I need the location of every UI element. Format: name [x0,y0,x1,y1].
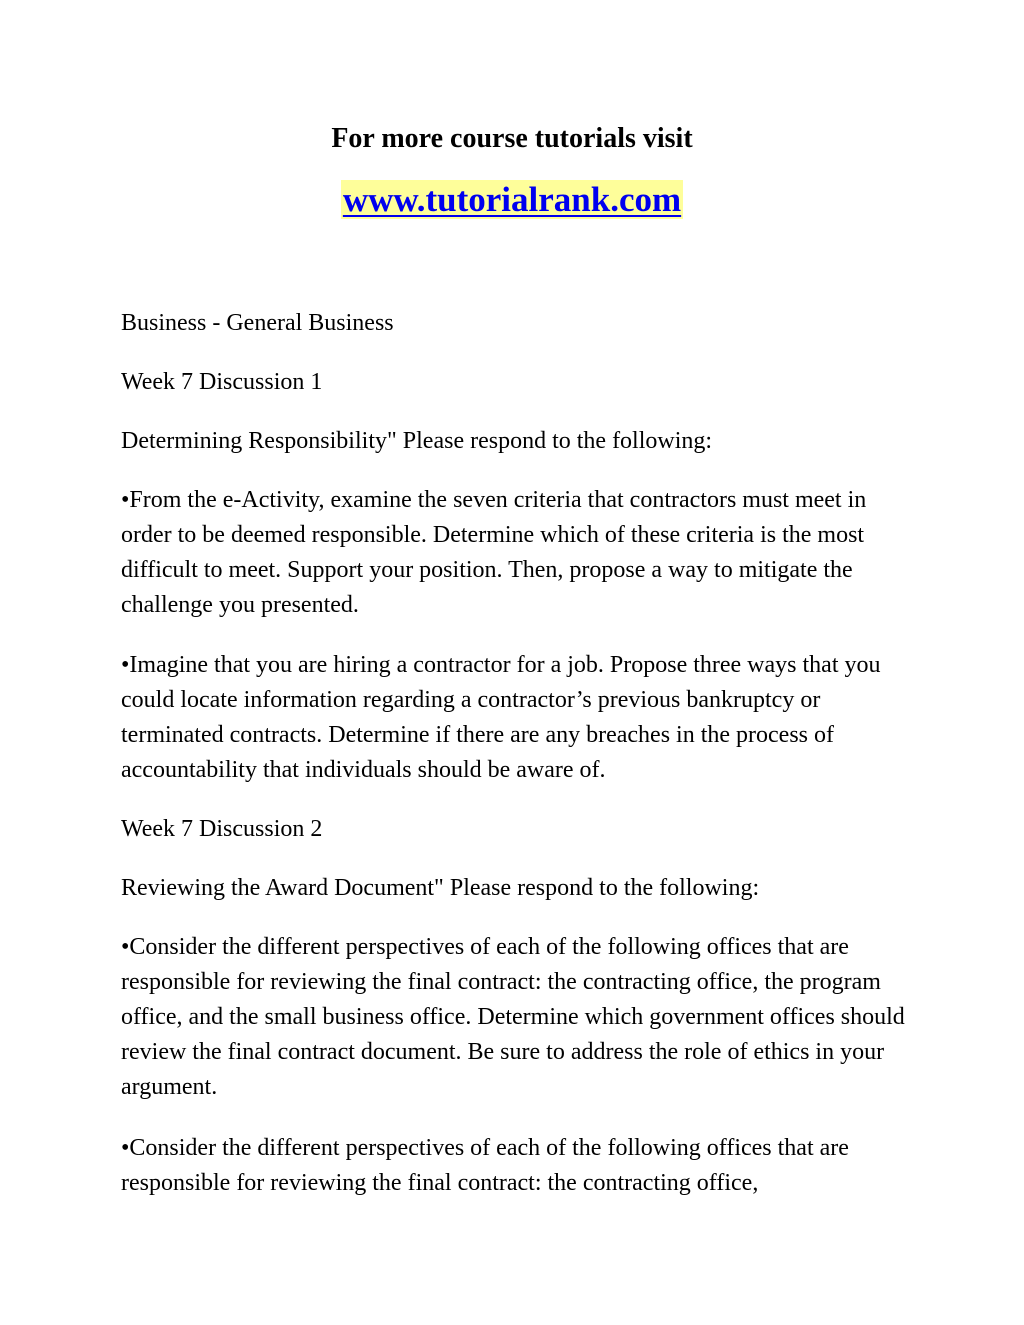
discussion-1-bullet-1-text: •From the e-Activity, examine the seven criteria that contractors must meet in order to be deemed responsible. Determine which of these criteria is the most difficult to meet. Support your position. Then, propose a way to mitigate the challenge you presented. [121,487,867,618]
discussion-1-title: Week 7 Discussion 1 [121,369,323,395]
discussion-1-bullet-2 [121,648,911,788]
header-title: For more course tutorials visit [331,123,693,154]
discussion-2-heading [121,812,911,847]
discussion-1-bullet-2-text: •Imagine that you are hiring a contractor for a job. Propose three ways that you could locate information regarding a contractor’s previous bankruptcy or terminated contracts. Determine if there are any breaches in the process of accountability that individuals should be aware of. [121,652,881,783]
category-heading [121,306,911,341]
discussion-2-prompt [121,871,911,906]
category-text: Business - General Business [121,310,394,336]
discussion-2-bullet-1 [121,930,911,1105]
tutorial-site-link[interactable]: www.tutorialrank.com [342,180,682,219]
discussion-1-prompt [121,424,911,459]
discussion-1-prompt-text: Determining Responsibility" Please respond to the following: [121,428,713,454]
discussion-2-bullet-2 [121,1131,911,1201]
discussion-2-bullet-2-text: •Consider the different perspectives of each of the following offices that are responsible for reviewing the final contract: the contracting office, [121,1135,849,1196]
discussion-2-prompt-text: Reviewing the Award Document" Please respond to the following: [121,875,760,901]
discussion-1-bullet-1 [121,483,911,623]
discussion-2-title: Week 7 Discussion 2 [121,816,323,842]
header-link-container [0,176,1024,224]
discussion-1-heading [121,365,911,400]
discussion-2-bullet-1-text: •Consider the different perspectives of each of the following offices that are responsible for reviewing the final contract: the contracting office, the program office, and the small business office. Determine which government offices should review the final contract document. Be sure to address the role of ethics in your argument. [121,934,905,1100]
